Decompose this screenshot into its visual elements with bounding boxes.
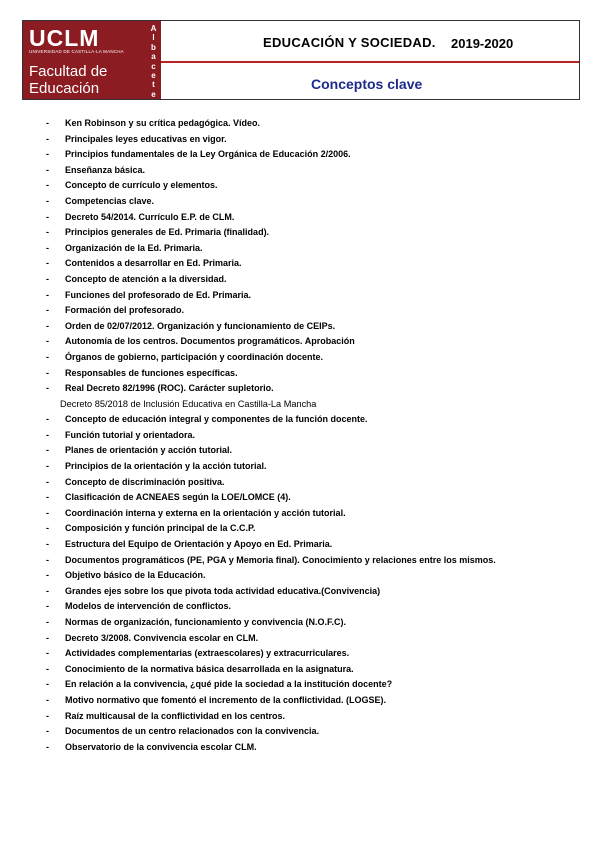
- list-bullet: -: [46, 492, 49, 503]
- list-bullet: -: [46, 164, 49, 175]
- list-item: [46, 381, 586, 397]
- list-item-text: Principios fundamentales de la Ley Orgánica de Educación 2/2006.: [65, 149, 351, 160]
- list-item: [46, 350, 586, 366]
- list-item: [46, 412, 586, 428]
- list-item-text: Real Decreto 82/1996 (ROC). Carácter supletorio.: [65, 383, 274, 394]
- list-bullet: -: [46, 351, 49, 362]
- document-header: [22, 20, 580, 100]
- list-bullet: -: [46, 554, 49, 565]
- list-item-text: Modelos de intervención de conflictos.: [65, 601, 232, 612]
- list-item: [46, 521, 586, 537]
- list-bullet: -: [46, 242, 49, 253]
- list-item-text: Concepto de currículo y elementos.: [65, 180, 218, 191]
- logo-city-letter: a: [151, 52, 156, 62]
- list-item: [46, 147, 586, 163]
- list-item: [46, 553, 586, 569]
- header-title-row: [161, 21, 579, 63]
- list-item: [46, 132, 586, 148]
- logo-city-letter: b: [151, 42, 156, 52]
- list-bullet: -: [46, 429, 49, 440]
- list-bullet: -: [46, 741, 49, 752]
- list-item: [46, 428, 586, 444]
- list-bullet: -: [46, 289, 49, 300]
- list-item-text: Grandes ejes sobre los que pivota toda actividad educativa.(Convivencia): [65, 585, 381, 596]
- list-item-text: Normas de organización, funcionamiento y convivencia (N.O.F.C).: [65, 617, 347, 627]
- list-item: [46, 724, 586, 740]
- list-bullet: -: [46, 367, 49, 378]
- list-bullet: -: [46, 726, 49, 737]
- list-item: [46, 397, 586, 413]
- list-item-text: Objetivo básico de la Educación.: [65, 570, 206, 581]
- list-item: [46, 646, 586, 662]
- list-item: [46, 506, 586, 522]
- list-bullet: -: [46, 523, 49, 534]
- list-item: [46, 366, 586, 382]
- list-bullet: -: [46, 710, 49, 721]
- logo-city-letter: t: [152, 80, 155, 90]
- list-bullet: -: [46, 445, 49, 456]
- page-subtitle: Conceptos clave: [311, 76, 423, 92]
- list-item: [46, 662, 586, 678]
- list-item-text: En relación a la convivencia, ¿qué pide la sociedad a la institución docente?: [65, 679, 393, 690]
- list-item: [46, 740, 586, 756]
- list-item: [46, 210, 586, 226]
- list-item: [46, 615, 586, 631]
- list-item: [46, 241, 586, 257]
- list-item-text: Principales leyes educativas en vigor.: [65, 133, 227, 144]
- list-item-text: Decreto 3/2008. Convivencia escolar en CLM.: [65, 632, 259, 643]
- list-item: [46, 599, 586, 615]
- logo-university-name: UNIVERSIDAD DE CASTILLA-LA MANCHA: [29, 49, 124, 54]
- list-item-text: Decreto 85/2018 de Inclusión Educativa en Castilla-La Mancha: [60, 398, 317, 409]
- list-item-text: Motivo normativo que fomentó el incremento de la conflictividad. (LOGSE).: [65, 694, 387, 705]
- list-item-text: Principios generales de Ed. Primaria (finalidad).: [65, 227, 270, 238]
- logo-city-letter: c: [151, 61, 156, 71]
- logo-name: UCLM: [29, 25, 100, 51]
- list-bullet: -: [46, 648, 49, 659]
- list-item-text: Autonomía de los centros. Documentos programáticos. Aprobación: [65, 336, 355, 347]
- list-bullet: -: [46, 149, 49, 160]
- logo-faculty-line2: Educación: [29, 80, 100, 97]
- list-item-text: Observatorio de la convivencia escolar CLM.: [65, 741, 257, 752]
- list-bullet: -: [46, 694, 49, 705]
- list-bullet: -: [46, 414, 49, 425]
- list-item-text: Conocimiento de la normativa básica desarrollada en la asignatura.: [65, 663, 354, 674]
- list-bullet: -: [46, 663, 49, 674]
- list-item: [46, 693, 586, 709]
- list-item-text: Documentos programáticos (PE, PGA y Memoria final). Conocimiento y relaciones entre los mismos.: [65, 554, 496, 565]
- list-item: [46, 163, 586, 179]
- list-item: [46, 677, 586, 693]
- list-bullet: -: [46, 601, 49, 612]
- list-item: [46, 194, 586, 210]
- list-bullet: -: [46, 570, 49, 581]
- list-item-text: Coordinación interna y externa en la orientación y acción tutorial.: [65, 507, 346, 518]
- list-bullet: -: [46, 539, 49, 550]
- list-item: [46, 709, 586, 725]
- logo-city-letter: A: [150, 24, 157, 33]
- list-item: [46, 631, 586, 647]
- academic-year: 2019-2020: [451, 36, 514, 51]
- list-bullet: -: [46, 679, 49, 690]
- list-item-text: Enseñanza básica.: [65, 164, 146, 175]
- list-bullet: -: [46, 461, 49, 472]
- list-item: [46, 225, 586, 241]
- list-item: [46, 443, 586, 459]
- list-bullet: -: [46, 320, 49, 331]
- list-item-text: Estructura del Equipo de Orientación y Apoyo en Ed. Primaria.: [65, 539, 333, 550]
- list-item-text: Decreto 54/2014. Currículo E.P. de CLM.: [65, 211, 235, 222]
- list-bullet: -: [46, 585, 49, 596]
- list-item-text: Contenidos a desarrollar en Ed. Primaria.: [65, 258, 242, 269]
- list-item-text: Concepto de educación integral y componentes de la función docente.: [65, 414, 368, 425]
- list-item: [46, 256, 586, 272]
- list-item-text: Función tutorial y orientadora.: [65, 429, 196, 440]
- list-bullet: -: [46, 507, 49, 518]
- logo-city-vertical: [149, 24, 158, 99]
- list-bullet: -: [46, 336, 49, 347]
- list-item: [46, 475, 586, 491]
- list-item: [46, 178, 586, 194]
- list-item-text: Formación del profesorado.: [65, 305, 185, 316]
- list-item-text: Concepto de atención a la diversidad.: [65, 273, 227, 284]
- list-item-text: Composición y función principal de la C.C.P.: [65, 523, 256, 534]
- list-item-text: Organización de la Ed. Primaria.: [65, 242, 203, 253]
- list-item: [46, 303, 586, 319]
- list-bullet: -: [46, 383, 49, 394]
- list-item: [46, 584, 586, 600]
- list-item-text: Órganos de gobierno, participación y coordinación docente.: [65, 351, 324, 362]
- header-title-area: [161, 21, 579, 99]
- list-item-text: Concepto de discriminación positiva.: [65, 476, 225, 487]
- logo-city-letter: e: [151, 89, 156, 99]
- list-item: [46, 272, 586, 288]
- list-item: [46, 116, 586, 132]
- list-item-text: Responsables de funciones específicas.: [65, 367, 238, 378]
- list-item-text: Clasificación de ACNEAES según la LOE/LOMCE (4).: [65, 492, 291, 503]
- list-item-text: Documentos de un centro relacionados con la convivencia.: [65, 726, 320, 737]
- list-bullet: -: [46, 617, 49, 627]
- list-item-text: Funciones del profesorado de Ed. Primaria.: [65, 289, 252, 300]
- concept-list: [46, 116, 586, 755]
- list-bullet: -: [46, 227, 49, 238]
- list-item: [46, 459, 586, 475]
- list-item: [46, 288, 586, 304]
- course-title: EDUCACIÓN Y SOCIEDAD.: [263, 35, 436, 50]
- list-item-text: Competencias clave.: [65, 195, 155, 206]
- list-bullet: -: [46, 305, 49, 316]
- logo-city-letter: e: [151, 71, 156, 81]
- list-bullet: -: [46, 133, 49, 144]
- list-item-text: Actividades complementarias (extraescolares) y extracurriculares.: [65, 648, 350, 659]
- list-bullet: -: [46, 118, 49, 128]
- list-bullet: -: [46, 476, 49, 487]
- list-bullet: -: [46, 632, 49, 643]
- list-item: [46, 537, 586, 553]
- list-bullet: -: [46, 258, 49, 269]
- logo-faculty-line1: Facultad de: [29, 63, 108, 80]
- list-item: [46, 568, 586, 584]
- list-item: [46, 319, 586, 335]
- list-item-text: Principios de la orientación y la acción tutorial.: [65, 461, 267, 472]
- list-bullet: -: [46, 195, 49, 206]
- faculty-logo: [23, 21, 161, 99]
- logo-faculty: [29, 63, 107, 97]
- list-item-text: Raíz multicausal de la conflictividad en los centros.: [65, 710, 286, 721]
- list-item-text: Planes de orientación y acción tutorial.: [65, 445, 233, 456]
- logo-city-letter: l: [152, 33, 155, 43]
- list-item: [46, 490, 586, 506]
- list-bullet: -: [46, 211, 49, 222]
- list-bullet: -: [46, 273, 49, 284]
- list-item-text: Ken Robinson y su crítica pedagógica. Vídeo.: [65, 118, 261, 128]
- list-bullet: -: [46, 180, 49, 191]
- list-item: [46, 334, 586, 350]
- list-item-text: Orden de 02/07/2012. Organización y funcionamiento de CEIPs.: [65, 320, 336, 331]
